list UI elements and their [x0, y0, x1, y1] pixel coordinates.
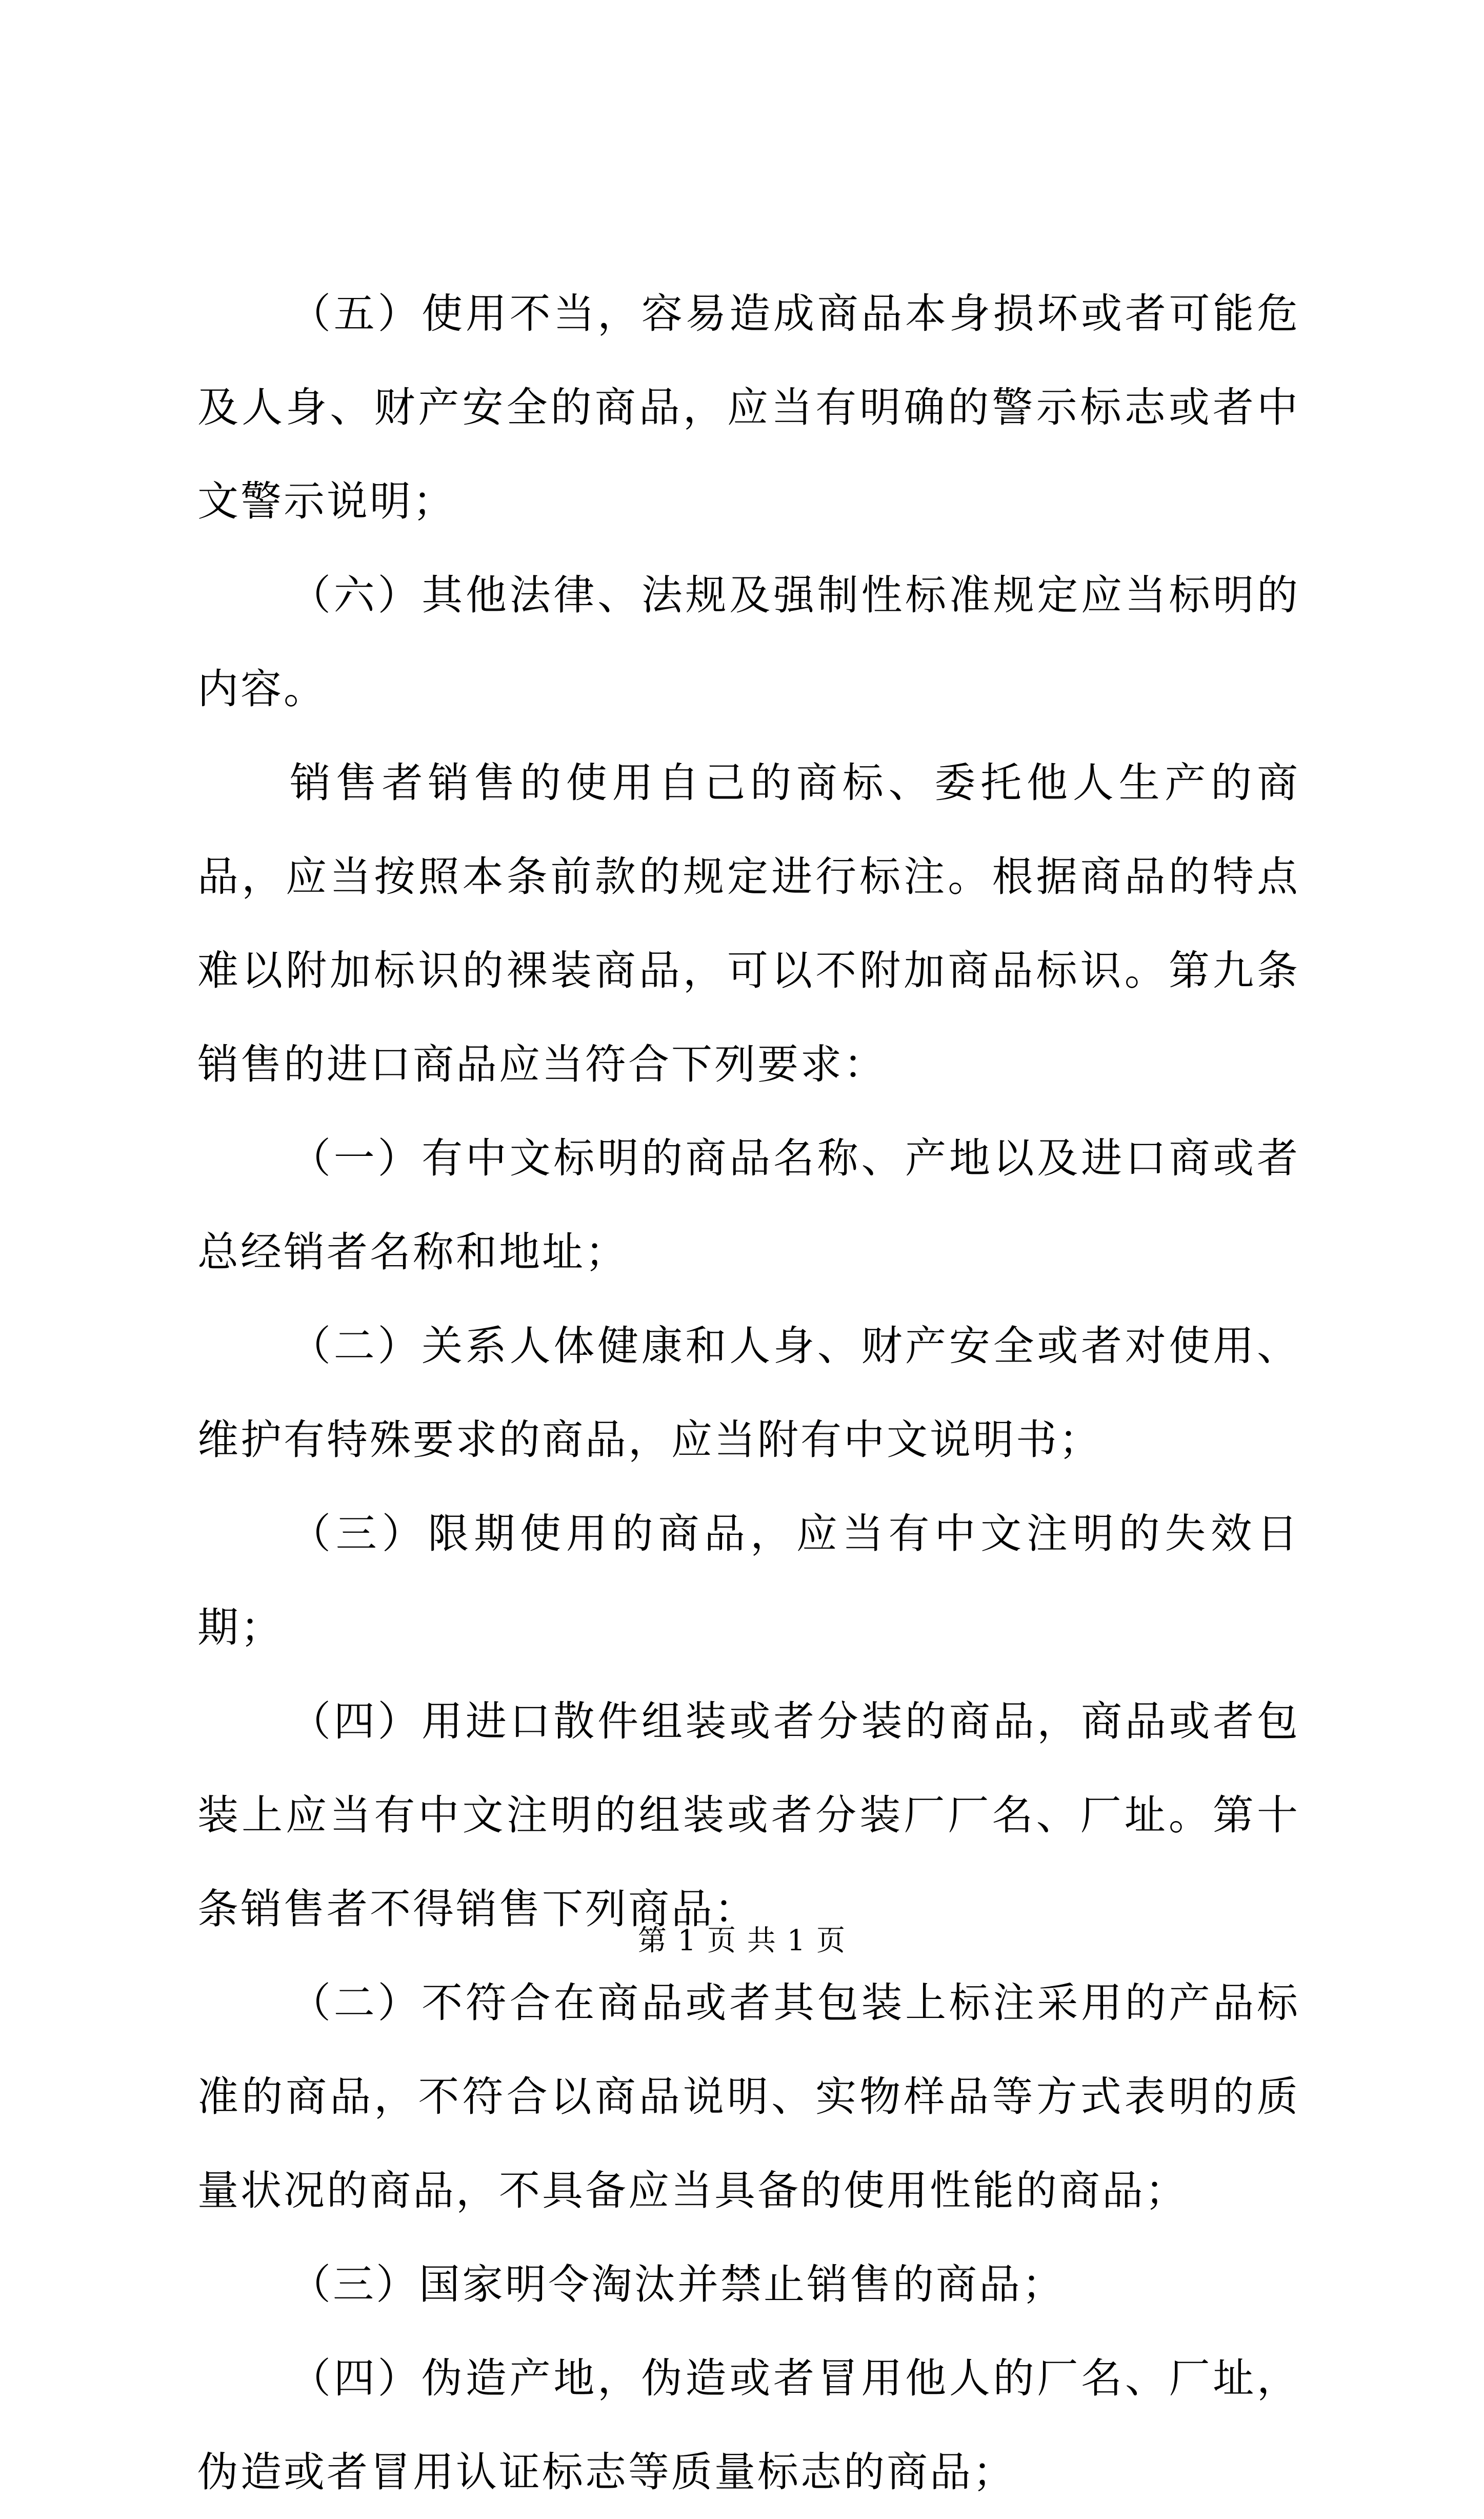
paragraph-item-5-warning: （五）使用不当，容易造成商品本身损坏或者可能危及人身、财产安全的商品，应当有明确的警示标志或者中文警示说明；: [197, 290, 1300, 525]
document-body: [197, 267, 1300, 2519]
paragraph-import-item-3: （三）限期使用的商品，应当有中文注明的失效日期；: [197, 1510, 1300, 1651]
paragraph-import-item-2: （二）关系人体健康和人身、财产安全或者对使用、维护有特殊要求的商品，应当附有中文说明书；: [197, 1322, 1300, 1464]
paragraph-prohibited-item-3: （三）国家明令淘汰并禁止销售的商品；: [290, 2261, 1065, 2308]
page-number-footer: 第 1 页 共 1 页: [637, 1924, 847, 1957]
paragraph-prohibited-item-2: （二）不符合在商品或者其包装上标注采用的产品标准的商品，不符合以商品说明、实物样品等方式表明的质量状况的商品，不具备应当具备的使用性能的商品；: [197, 1979, 1300, 2214]
paragraph-prohibited-item-4: （四）伪造产地，伪造或者冒用他人的厂名、厂址，伪造或者冒用认证标志等质量标志的商品；: [197, 2354, 1300, 2496]
paragraph-import-item-4: （四）用进口散件组装或者分装的商品，商品或者包装上应当有中文注明的组装或者分装厂厂名、厂址。第十条销售者不得销售下列商品：: [197, 1697, 1300, 1933]
paragraph-import-item-1: （一）有中文标明的商品名称、产地以及进口商或者总经销者名称和地址；: [197, 1134, 1300, 1276]
paragraph-seller-labeling: 销售者销售的使用自己的商标、委托他人生产的商品，应当按照本条前款的规定进行标注。根据商品的特点难以附加标识的裸装商品，可以不附加商品标识。第九条销售的进口商品应当符合下列要求：: [197, 759, 1300, 1088]
paragraph-item-6-other-content: （六）其他法律、法规及强制性标准规定应当标明的内容。: [197, 571, 1300, 713]
